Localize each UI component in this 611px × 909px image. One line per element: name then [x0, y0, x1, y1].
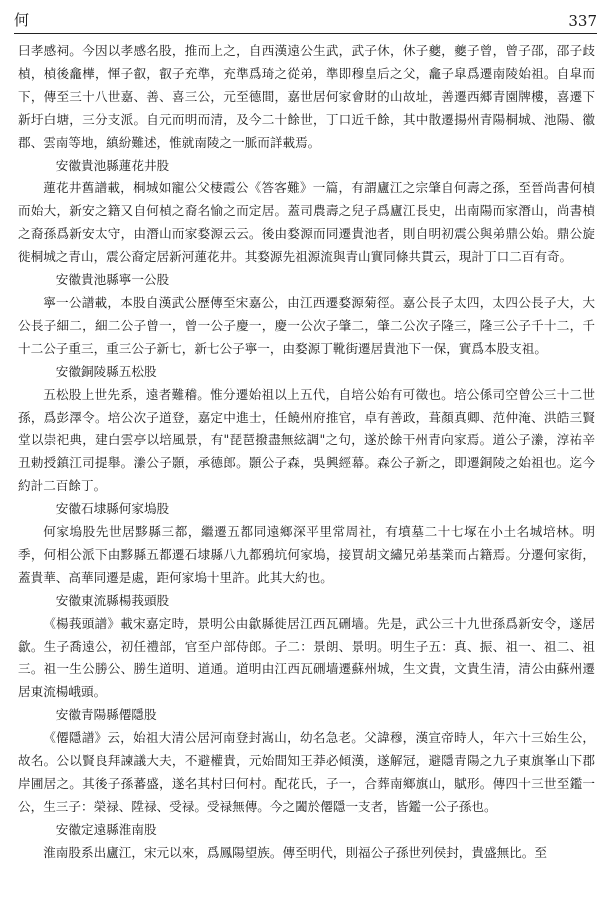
running-title: 何 [14, 11, 30, 29]
section-heading: 安徽銅陵縣五松股 [55, 363, 157, 379]
section-heading: 安徽東流縣楊莪頭股 [55, 592, 170, 608]
header-rule [14, 33, 597, 34]
body-paragraph: 《僊隱譜》云，始祖大清公居河南登封嵩山，幼名急老。父諱穆，漢宣帝時人，年六十三始生公，故名。公以賢良拜諫議大夫，不避權貴，元始間知王莽必傾漢，遂解冠，避隱青陽之九子東旗峯山下郡岸圃居之。其後子孫蕃盛，遂名其村曰何村。配花氏，子一，合葬南鄉旗山，賦形。傳四十三世至鑑一公，生三子：榮禄、陞禄、受禄。受禄無傳。今之闔於僊隱一支者，皆鑑一公子孫也。 [18, 730, 595, 814]
body-paragraph: 寧一公譜載，本股自漢武公歷傳至宋嘉公，由江西遷婺源菊徑。嘉公長子太四，太四公長子大，大公長子細二，細二公子曾一，曾一公子慶一，慶一公次子肇二，肇二公次子隆三，隆三公子千十二，千十二公子重三，重三公子新七，新七公子寧一，由婺源丁靴街遷居貴池下一保，實爲本股支祖。 [18, 294, 595, 356]
body-paragraph: 五松股上世先系，遠者難稽。惟分遷始祖以上五代，自培公始有可徵也。培公係司空曾公三十二世孫，爲彭澤令。培公次子道登，嘉定中進士，任饒州府推官，卓有善政，葺顏真卿、范仲淹、洪皓三賢堂以崇祀典，建白雲亭以培風景，有"琵琶撥盡無絃調"之句，遂於餘干州青向家焉。道公子潫，淳祐辛丑勅授鎮江司提舉。潫公子顥，承德郎。顥公子森，吳興經幕。森公子新之，即遷銅陵之始祖也。迄今約計二百餘丁。 [18, 386, 595, 494]
body-paragraph: 何家塢股先世居黟縣三都，繼遷五都同遠鄉深平里常周社，有墳墓二十七塚在小土名城培林。明季，何相公派下由黟縣五都遷石埭縣八九都鴉坑何家塢，接買胡文繡兄弟基業而占籍焉。分遷何家街，蓋貴華、高華同遷是處，距何家塢十里許。此其大約也。 [18, 524, 595, 585]
page-number: 337 [568, 12, 597, 30]
body-paragraph: 淮南股系出廬江，宋元以來，爲鳳陽望族。傳至明代，則福公子孫世列侯封，貴盛無比。至 [43, 844, 547, 860]
section-heading: 安徽石埭縣何家塢股 [55, 501, 170, 517]
section-heading: 安徽貴池縣蓮花井股 [55, 157, 170, 173]
page-header [14, 6, 597, 30]
section-heading: 安徽青陽縣僊隱股 [55, 707, 157, 723]
body-paragraph: 曰孝感祠。今因以孝感名股，推而上之，自西漢遠公生武，武子休，休子夔，夔子曾，曾子邵，邵子歧楨，楨後龕樺，惲子叡，叡子充準，充準爲琦之從弟，準即穆皇后之父，龕子皐爲遷南陵始祖。自皐而下，傳至三十八世嘉、善、喜三公，元至德間，嘉世居何家會財的山故址，善遷西郷青園牌樓，喜遷下新圩白塘，三分支派。自元而明而清，及今二十餘世，丁口近千餘，其中散遷揚州青陽桐城、池陽、徽郡、雲南等地，縝紛難述，惟就南陵之一脈而詳載焉。 [18, 43, 595, 150]
body-paragraph: 《楊莪頭譜》載宋嘉定時，景明公由歙縣徙居江西瓦硎墙。先是，武公三十九世孫爲新安令，遂居歙。生子喬遠公，初任禮部，官至户部侍郎。子二：景朗、景明。明生子五：真、振、祖一、祖二、祖三。祖一生公勝公、勝生道明、道通。道明由江西瓦硎墙遷蘇州城，生文貴，文貴生清，清公由蘇州遷居東流楊峨頭。 [18, 615, 595, 700]
section-heading: 安徽貴池縣寧一公股 [55, 272, 170, 288]
body-paragraph: 蓮花井舊譜載，桐城如寵公父棲霞公《答客難》一篇，有謂廬江之宗肇自何壽之孫，至晉尚書何楨而始大，新安之籍又自何楨之裔名愉之而定居。蓋司農壽之兒子爲廬江長史，出南陽而家潛山，尚書楨之裔孫爲新安太守，由潛山而家婺源云云。後由婺源而同遷貴池者，則自明初震公與弟鼎公始。鼎公旋徙桐城之青山，震公裔定居新河蓮花井。其婺源先祖源流與青山實同條共貫云，現計丁口二百有奇。 [18, 180, 595, 265]
section-heading: 安徽定遠縣淮南股 [55, 821, 157, 837]
page-body [18, 40, 595, 899]
